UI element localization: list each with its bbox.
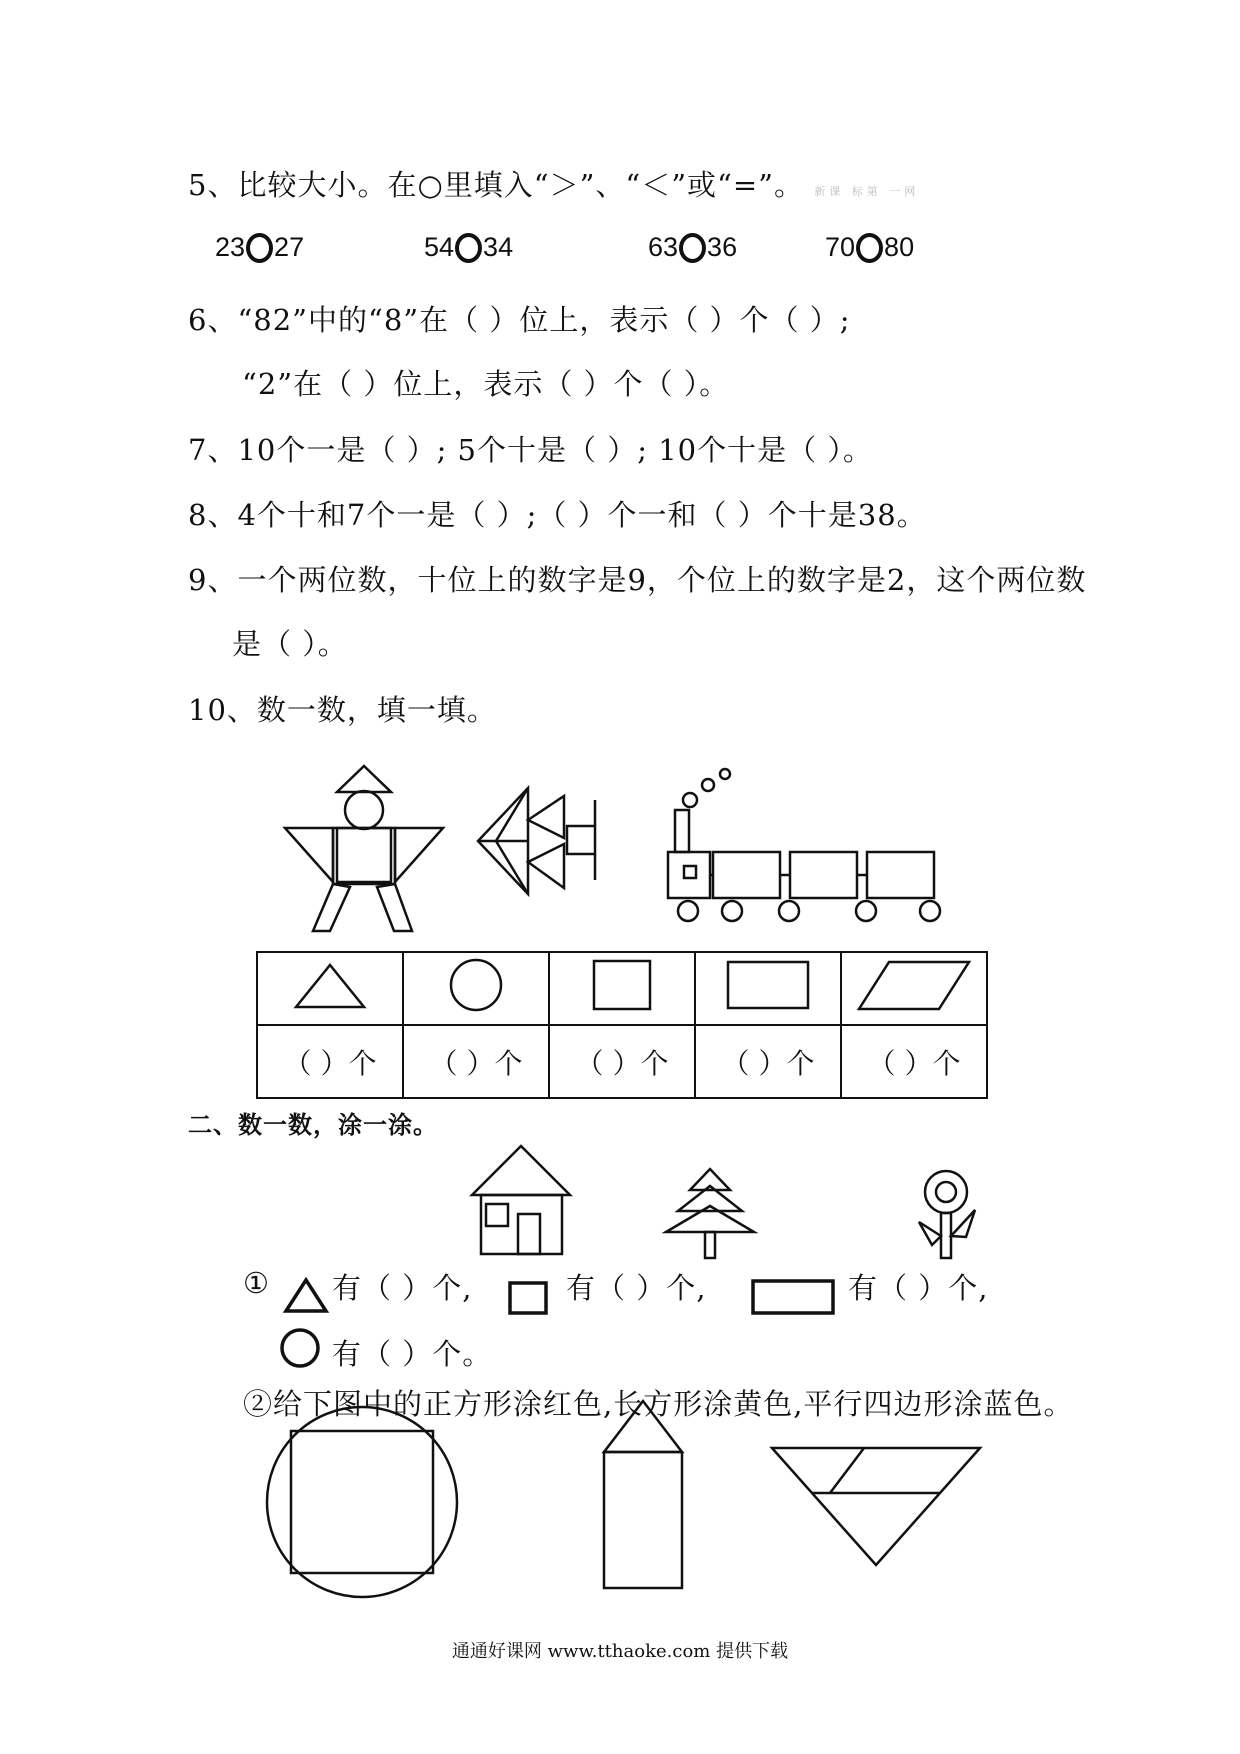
item1-triangle-count: 有（ ）个, [332, 1271, 473, 1305]
circle-icon [451, 960, 501, 1010]
q8-text: 8、4个十和7个一是（ ）;（ ）个一和（ ）个十是38。 [188, 498, 927, 532]
parallelogram-icon [859, 962, 969, 1009]
pencil-house-figure [604, 1401, 682, 1588]
count-blank[interactable]: （ ）个 [549, 1025, 695, 1098]
shape-cell [403, 952, 549, 1025]
item2-text: ②给下图中的正方形涂红色,长方形涂黄色,平行四边形涂蓝色。 [243, 1387, 1074, 1421]
shape-row [257, 952, 987, 1025]
robot-figure [285, 766, 443, 931]
compare-item-3: 63 36 [648, 232, 738, 262]
footer: 通通好课网 www.tthaoke.com 提供下载 [451, 1641, 789, 1662]
rectangle-icon [753, 1281, 833, 1313]
q6-line1: 6、“82”中的“8”在（ ）位上，表示（ ）个（ ）; [188, 303, 851, 337]
circle-square-figure [267, 1407, 457, 1597]
q7-text: 7、10个一是（ ）; 5个十是（ ）; 10个十是（ ）。 [188, 433, 873, 467]
square-icon [594, 961, 650, 1009]
shape-cell [257, 952, 403, 1025]
q10-text: 10、数一数，填一填。 [188, 693, 497, 727]
item1-square-count: 有（ ）个, [566, 1271, 707, 1305]
tree-figure [666, 1169, 754, 1258]
house-figure [472, 1146, 570, 1254]
q5-text: 5、比较大小。在○里填入“＞”、“＜”或“=”。 新课 标第 一网 [188, 168, 920, 202]
inverted-triangle-figure [772, 1448, 980, 1565]
shape-count-table [256, 951, 988, 1099]
item1-circle-count: 有（ ）个。 [332, 1337, 493, 1371]
compare-item-4: 70 80 [825, 232, 915, 262]
compare-item-1: 23 27 [215, 232, 305, 262]
watermark: 新课 标第 一网 [814, 185, 920, 198]
shape-cell [549, 952, 695, 1025]
train-figure [668, 769, 940, 921]
count-blank[interactable]: （ ）个 [403, 1025, 549, 1098]
shape-cell [841, 952, 987, 1025]
count-blank[interactable]: （ ）个 [841, 1025, 987, 1098]
count-row [257, 1025, 987, 1098]
circle-icon [282, 1330, 318, 1366]
q9-line1: 9、一个两位数，十位上的数字是9，个位上的数字是2，这个两位数 [188, 563, 1087, 597]
triangle-icon [296, 965, 364, 1007]
section2-title: 二、数一数，涂一涂。 [188, 1111, 438, 1139]
shape-cell [695, 952, 841, 1025]
count-blank[interactable]: （ ）个 [695, 1025, 841, 1098]
q6-line2: “2”在（ ）位上，表示（ ）个（ ）。 [242, 367, 730, 401]
square-icon [510, 1283, 546, 1313]
flower-figure [919, 1171, 975, 1258]
q9-line2: 是（ ）。 [232, 627, 348, 661]
rectangle-icon [728, 962, 808, 1008]
count-blank[interactable]: （ ）个 [257, 1025, 403, 1098]
item1-rectangle-count: 有（ ）个, [848, 1271, 989, 1305]
triangle-icon [286, 1280, 326, 1311]
compare-item-2: 54 34 [424, 232, 514, 262]
fish-figure [478, 788, 595, 894]
item1-marker: ① [243, 1266, 270, 1300]
